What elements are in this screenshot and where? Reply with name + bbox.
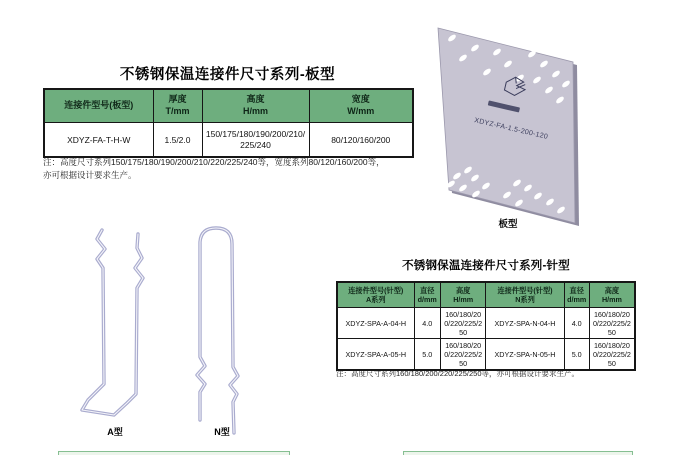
pin-table-header-row <box>337 282 635 308</box>
plate-size-table <box>43 88 414 158</box>
plate-marking-text: XDYZ-FA-1.5-200-120 <box>473 117 549 141</box>
pin-n-illustration <box>192 222 252 437</box>
pin-a-caption: A型 <box>107 427 123 437</box>
col-header-height-a: 高度 H/mm <box>440 282 486 308</box>
col-header-diameter-a: 直径 d/mm <box>414 282 440 308</box>
table-row <box>337 308 635 339</box>
table-row <box>44 123 413 158</box>
pin-section-note: 注：高度尺寸系列160/180/200/220/225/250等，亦可根据设计要求生产。 <box>336 369 579 378</box>
col-header-model: 连接件型号(板型) <box>44 89 153 123</box>
cell-height-a: 160/180/200/220/225/250 <box>440 339 486 371</box>
cell-model-n: XDYZ-SPA-N-04-H <box>486 308 564 339</box>
plate-section-note: 注：高度尺寸系列150/175/180/190/200/210/220/225/240等，宽度系列80/120/160/200等， 亦可根据设计要求生产。 <box>43 157 385 181</box>
plate-section-title: 不锈钢保温连接件尺寸系列-板型 <box>119 67 336 83</box>
pin-size-table <box>336 281 636 371</box>
cell-height-n: 160/180/200/220/225/250 <box>589 308 635 339</box>
table-row <box>337 339 635 371</box>
cell-diameter-n: 5.0 <box>564 339 589 371</box>
cell-model-a: XDYZ-SPA-A-04-H <box>337 308 414 339</box>
cell-model-a: XDYZ-SPA-A-05-H <box>337 339 414 371</box>
col-header-model-a: 连接件型号(针型) A系列 <box>337 282 414 308</box>
plate-table-header-row <box>44 89 413 123</box>
col-header-height: 高度 H/mm <box>202 89 309 123</box>
cell-height: 150/175/180/190/200/210/225/240 <box>202 123 309 158</box>
cell-diameter-a: 4.0 <box>414 308 440 339</box>
pin-section-title: 不锈钢保温连接件尺寸系列-针型 <box>402 260 570 272</box>
col-header-diameter-n: 直径 d/mm <box>564 282 589 308</box>
col-header-height-n: 高度 H/mm <box>589 282 635 308</box>
bottom-right-box-partial <box>403 451 633 455</box>
cell-thickness: 1.5/2.0 <box>153 123 202 158</box>
col-header-model-n: 连接件型号(针型) N系列 <box>486 282 564 308</box>
pin-n-caption: N型 <box>214 427 230 437</box>
plate-figure-caption: 板型 <box>498 219 518 230</box>
cell-diameter-a: 5.0 <box>414 339 440 371</box>
cell-model-n: XDYZ-SPA-N-05-H <box>486 339 564 371</box>
pin-a-illustration <box>70 222 160 422</box>
cell-height-n: 160/180/200/220/225/250 <box>589 339 635 371</box>
col-header-thickness: 厚度 T/mm <box>153 89 202 123</box>
cell-width: 80/120/160/200 <box>309 123 413 158</box>
cell-diameter-n: 4.0 <box>564 308 589 339</box>
cell-model: XDYZ-FA-T-H-W <box>44 123 153 158</box>
bottom-left-box-partial <box>58 451 290 455</box>
cell-height-a: 160/180/200/220/225/250 <box>440 308 486 339</box>
plate-illustration <box>428 18 588 230</box>
col-header-width: 宽度 W/mm <box>309 89 413 123</box>
